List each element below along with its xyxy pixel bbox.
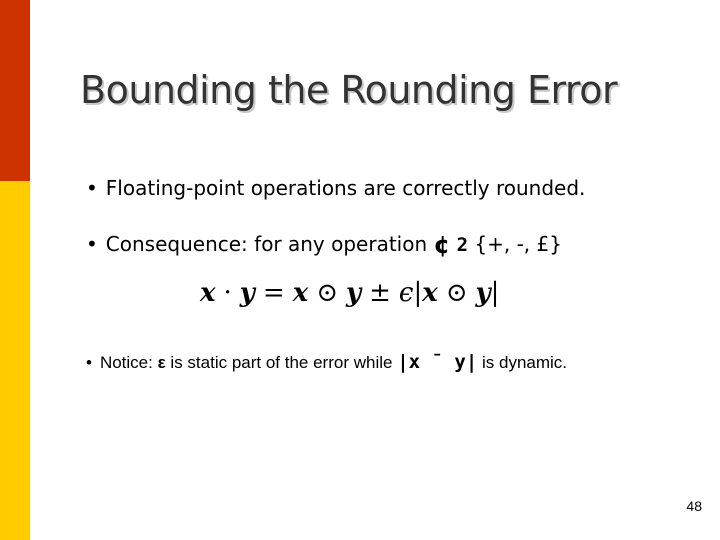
bullet-text: Floating-point operations are correctly rounded. (105, 176, 586, 200)
notice-suffix: is dynamic. (482, 353, 568, 372)
bullet-marker: • (86, 176, 98, 200)
notice-expression: |x ¯ y| (397, 351, 478, 373)
formula-equals: = (262, 278, 285, 308)
page-number: 48 (686, 498, 702, 514)
formula-odot2: ⊙ (445, 278, 468, 308)
formula-plus-minus: ± (369, 278, 391, 308)
formula-epsilon: ϵ (398, 278, 414, 308)
notice-prefix: Notice: (99, 353, 153, 372)
formula-y: y (239, 278, 255, 308)
accent-bar-bottom (0, 181, 30, 540)
notice-middle: is static part of the error while (170, 353, 393, 372)
formula-abs-open: | (413, 278, 423, 308)
formula-x3: x (422, 278, 438, 308)
operation-set: {+, -, £} (474, 232, 562, 256)
rounding-formula (200, 278, 499, 308)
formula-cdot: · (223, 278, 232, 308)
bullet-floating-point (86, 176, 585, 200)
formula-y2: y (346, 278, 362, 308)
formula-y3: y (475, 278, 491, 308)
accent-bar-top (0, 0, 30, 181)
formula-odot: ⊙ (316, 278, 338, 308)
bullet-marker: • (86, 353, 92, 372)
bullet-marker: • (86, 232, 98, 256)
bullet-consequence (86, 231, 562, 259)
formula-x: x (200, 278, 216, 308)
bullet-notice (86, 351, 567, 373)
bullet-text: Consequence: for any operation (105, 232, 428, 256)
formula-abs-close: | (490, 278, 500, 308)
operation-symbol: ¢ (433, 231, 451, 259)
membership-symbol: 2 (456, 234, 469, 256)
notice-epsilon: ε (157, 353, 166, 372)
formula-x2: x (292, 278, 309, 308)
slide-title: Bounding the Rounding Error (80, 68, 618, 112)
